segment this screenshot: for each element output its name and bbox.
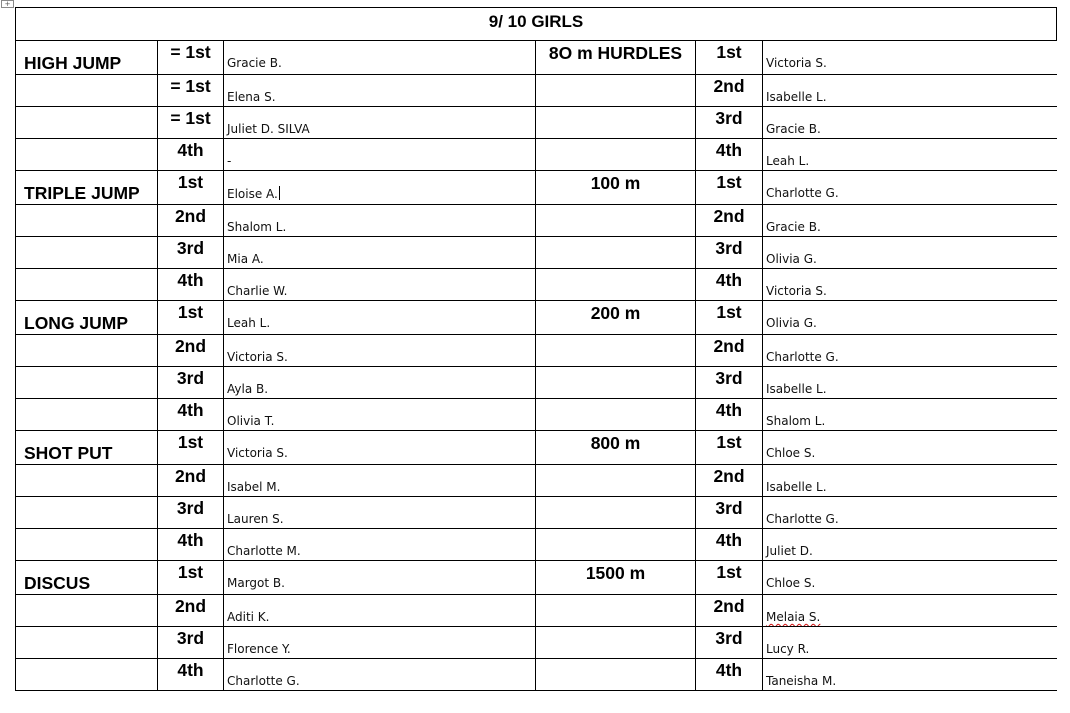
athlete-name: Charlotte G. [766, 186, 839, 200]
table-row [16, 627, 1057, 659]
athlete-name-cell[interactable] [763, 205, 1057, 237]
athlete-name-cell[interactable] [224, 171, 536, 205]
place-label: 4th [715, 270, 743, 290]
athlete-name-cell[interactable] [763, 41, 1057, 75]
event-name-cell[interactable] [536, 107, 696, 139]
place-cell[interactable] [696, 561, 763, 595]
place-cell[interactable] [696, 399, 763, 431]
athlete-name-cell[interactable] [763, 335, 1057, 367]
table-row [16, 335, 1057, 367]
place-cell[interactable] [158, 41, 224, 75]
place-cell[interactable] [158, 561, 224, 595]
athlete-name: Lucy R. [766, 642, 810, 656]
event-name-cell[interactable] [16, 465, 158, 497]
athlete-name-cell[interactable] [763, 399, 1057, 431]
place-label: 1st [716, 172, 742, 192]
table-row [16, 205, 1057, 237]
event-name-cell[interactable] [536, 269, 696, 301]
event-name-cell[interactable] [16, 561, 158, 595]
event-name-cell[interactable] [536, 497, 696, 529]
place-label: 3rd [715, 368, 743, 388]
event-name-cell[interactable] [16, 269, 158, 301]
athlete-name-cell[interactable] [763, 627, 1057, 659]
athlete-name: Victoria S. [766, 56, 827, 70]
place-cell[interactable] [158, 431, 224, 465]
event-name: 1500 m [585, 563, 646, 583]
table-row [16, 465, 1057, 497]
athlete-name-cell[interactable] [763, 561, 1057, 595]
table-row [16, 269, 1057, 301]
place-label: 2nd [174, 596, 207, 616]
place-label: 4th [177, 530, 204, 550]
event-name-cell[interactable] [16, 301, 158, 335]
place-cell[interactable] [696, 659, 763, 691]
place-label: 2nd [174, 466, 207, 486]
event-name-cell[interactable] [536, 399, 696, 431]
place-label: 1st [716, 42, 742, 62]
event-name-cell[interactable] [536, 301, 696, 335]
event-name-cell[interactable] [16, 335, 158, 367]
athlete-name-cell[interactable] [763, 269, 1057, 301]
table-row [16, 139, 1057, 171]
event-name: 8O m HURDLES [548, 43, 683, 63]
event-name-cell[interactable] [536, 561, 696, 595]
place-label: 1st [716, 432, 742, 452]
athlete-name-cell[interactable] [763, 465, 1057, 497]
place-cell[interactable] [696, 497, 763, 529]
athlete-name: Chloe S. [766, 446, 816, 460]
place-cell[interactable] [158, 107, 224, 139]
athlete-name: Eloise A. [227, 187, 278, 201]
event-name-cell[interactable] [536, 431, 696, 465]
place-cell[interactable] [158, 367, 224, 399]
event-name: TRIPLE JUMP [24, 183, 140, 203]
athlete-name-cell[interactable] [763, 301, 1057, 335]
event-name-cell[interactable] [536, 171, 696, 205]
athlete-name: Victoria S. [227, 350, 288, 364]
event-name-cell[interactable] [16, 595, 158, 627]
place-cell[interactable] [158, 237, 224, 269]
place-cell[interactable] [696, 139, 763, 171]
place-cell[interactable] [158, 465, 224, 497]
athlete-name-cell[interactable] [763, 75, 1057, 107]
athlete-name: Aditi K. [227, 610, 270, 624]
place-label: 1st [716, 302, 742, 322]
athlete-name: Chloe S. [766, 576, 816, 590]
table-row [16, 529, 1057, 561]
athlete-name-cell[interactable] [224, 41, 536, 75]
athlete-name: Mia A. [227, 252, 264, 266]
athlete-name: Isabelle L. [766, 382, 827, 396]
event-name-cell[interactable] [16, 205, 158, 237]
athlete-name-cell[interactable] [763, 529, 1057, 561]
athlete-name: Margot B. [227, 576, 285, 590]
place-cell[interactable] [696, 367, 763, 399]
athlete-name: Isabelle L. [766, 480, 827, 494]
place-label: = 1st [170, 76, 211, 96]
place-label: 4th [177, 400, 204, 420]
athlete-name: Lauren S. [227, 512, 284, 526]
event-name-cell[interactable] [536, 627, 696, 659]
athlete-name-cell[interactable] [763, 171, 1057, 205]
event-name-cell[interactable] [16, 497, 158, 529]
event-name-cell[interactable] [16, 237, 158, 269]
place-label: 3rd [715, 498, 743, 518]
athlete-name-cell[interactable] [224, 107, 536, 139]
table-row [16, 595, 1057, 627]
place-cell[interactable] [158, 529, 224, 561]
place-label: 4th [177, 660, 204, 680]
place-cell[interactable] [158, 659, 224, 691]
place-cell[interactable] [696, 237, 763, 269]
table-title[interactable]: 9/ 10 GIRLS [16, 8, 1057, 41]
place-cell[interactable] [158, 335, 224, 367]
event-name-cell[interactable] [16, 659, 158, 691]
event-name-cell[interactable] [16, 139, 158, 171]
athlete-name: Victoria S. [766, 284, 827, 298]
place-cell[interactable] [696, 529, 763, 561]
move-arrows-icon[interactable]: + [1, 0, 14, 8]
athlete-name: Taneisha M. [766, 674, 837, 688]
athlete-name: Florence Y. [227, 642, 291, 656]
table-row [16, 301, 1057, 335]
event-name-cell[interactable] [536, 335, 696, 367]
athlete-name: Juliet D. [766, 544, 813, 558]
athlete-name-cell[interactable] [224, 595, 536, 627]
place-cell[interactable] [696, 205, 763, 237]
athlete-name: Juliet D. SILVA [227, 122, 310, 136]
place-cell[interactable] [696, 627, 763, 659]
athlete-name-cell[interactable] [224, 301, 536, 335]
event-name: HIGH JUMP [24, 53, 122, 73]
place-cell[interactable] [696, 107, 763, 139]
place-cell[interactable] [158, 205, 224, 237]
athlete-name-cell[interactable] [224, 431, 536, 465]
athlete-name-cell[interactable] [224, 367, 536, 399]
athlete-name: Charlotte G. [227, 674, 300, 688]
place-label: 2nd [174, 336, 207, 356]
athlete-name-cell[interactable] [224, 399, 536, 431]
event-name: 200 m [590, 303, 641, 323]
event-name-cell[interactable] [536, 237, 696, 269]
athlete-name: Charlie W. [227, 284, 288, 298]
event-name-cell[interactable] [536, 139, 696, 171]
athlete-name-cell[interactable] [763, 431, 1057, 465]
place-label: 4th [715, 140, 743, 160]
athlete-name-cell[interactable] [763, 237, 1057, 269]
place-cell[interactable] [158, 627, 224, 659]
event-name-cell[interactable] [536, 367, 696, 399]
place-cell[interactable] [158, 497, 224, 529]
event-name-cell[interactable] [536, 595, 696, 627]
place-label: 2nd [713, 206, 745, 226]
athlete-name-cell[interactable] [224, 465, 536, 497]
table-row [16, 399, 1057, 431]
table-row [16, 107, 1057, 139]
athlete-name-cell[interactable] [224, 659, 536, 691]
athlete-name: Olivia T. [227, 414, 275, 428]
athlete-name: Shalom L. [766, 414, 826, 428]
athlete-name: Gracie B. [227, 56, 282, 70]
athlete-name-cell[interactable] [224, 561, 536, 595]
event-name-cell[interactable] [16, 367, 158, 399]
table-row [16, 497, 1057, 529]
athlete-name-misspelled: Melaia S. [766, 610, 821, 624]
event-name-cell[interactable] [16, 399, 158, 431]
table-row [16, 237, 1057, 269]
place-cell[interactable] [158, 269, 224, 301]
place-cell[interactable] [158, 75, 224, 107]
place-label: 2nd [713, 76, 745, 96]
event-name-cell[interactable] [16, 171, 158, 205]
athlete-name: Leah L. [766, 154, 810, 168]
place-cell[interactable] [696, 269, 763, 301]
place-cell[interactable] [158, 595, 224, 627]
event-name: SHOT PUT [24, 443, 113, 463]
place-cell[interactable] [696, 431, 763, 465]
athlete-name-cell[interactable] [224, 335, 536, 367]
event-name-cell[interactable] [536, 205, 696, 237]
athlete-name: Gracie B. [766, 220, 821, 234]
event-name-cell[interactable] [16, 627, 158, 659]
athlete-name-cell[interactable] [763, 139, 1057, 171]
place-label: 1st [177, 172, 204, 192]
place-cell[interactable] [696, 301, 763, 335]
event-name: 100 m [590, 173, 641, 193]
athlete-name: Gracie B. [766, 122, 821, 136]
place-label: 3rd [176, 368, 205, 388]
place-label: 3rd [715, 238, 743, 258]
place-cell[interactable] [696, 335, 763, 367]
athlete-name: Isabel M. [227, 480, 281, 494]
title-row [16, 8, 1057, 41]
results-table [15, 7, 1057, 691]
place-label: 4th [177, 140, 204, 160]
athlete-name-cell[interactable] [224, 529, 536, 561]
place-label: 3rd [176, 238, 205, 258]
place-cell[interactable] [696, 465, 763, 497]
place-label: 2nd [713, 466, 745, 486]
place-cell[interactable] [696, 41, 763, 75]
athlete-name: Charlotte G. [766, 350, 839, 364]
event-name-cell[interactable] [16, 107, 158, 139]
table-row [16, 367, 1057, 399]
place-label: 1st [716, 562, 742, 582]
event-name-cell[interactable] [536, 659, 696, 691]
place-cell[interactable] [696, 595, 763, 627]
athlete-name-cell[interactable] [224, 139, 536, 171]
event-name-cell[interactable] [536, 41, 696, 75]
athlete-name-cell[interactable] [224, 205, 536, 237]
place-label: 4th [715, 400, 743, 420]
place-label: 2nd [713, 596, 745, 616]
place-cell[interactable] [696, 75, 763, 107]
event-name-cell[interactable] [16, 75, 158, 107]
place-label: 2nd [174, 206, 207, 226]
place-cell[interactable] [158, 171, 224, 205]
athlete-name-cell[interactable] [763, 367, 1057, 399]
event-name-cell[interactable] [536, 529, 696, 561]
place-label: 2nd [713, 336, 745, 356]
table-row [16, 75, 1057, 107]
athlete-name: Ayla B. [227, 382, 269, 396]
table-row [16, 561, 1057, 595]
place-label: 4th [715, 660, 743, 680]
athlete-name-cell[interactable] [224, 75, 536, 107]
event-name-cell[interactable] [536, 75, 696, 107]
place-label: 4th [715, 530, 743, 550]
place-label: 3rd [176, 628, 205, 648]
athlete-name-cell[interactable] [763, 497, 1057, 529]
place-label: = 1st [170, 42, 211, 62]
event-name-cell[interactable] [536, 465, 696, 497]
place-label: 1st [177, 302, 204, 322]
place-cell[interactable] [158, 399, 224, 431]
place-label: = 1st [170, 108, 211, 128]
table-row [16, 171, 1057, 205]
event-name-cell[interactable] [16, 431, 158, 465]
athlete-name-cell[interactable] [763, 659, 1057, 691]
place-cell[interactable] [696, 171, 763, 205]
place-label: 3rd [176, 498, 205, 518]
place-cell[interactable] [158, 301, 224, 335]
athlete-name: Leah L. [227, 316, 271, 330]
event-name: LONG JUMP [24, 313, 129, 333]
athlete-name: Charlotte M. [227, 544, 301, 558]
athlete-name-cell[interactable] [224, 237, 536, 269]
athlete-name: Elena S. [227, 90, 276, 104]
athlete-name-cell[interactable] [763, 595, 1057, 627]
athlete-name: - [227, 154, 232, 168]
event-name: DISCUS [24, 573, 91, 593]
place-label: 1st [177, 432, 204, 452]
event-name-cell[interactable] [16, 529, 158, 561]
place-cell[interactable] [158, 139, 224, 171]
athlete-name-cell[interactable] [763, 107, 1057, 139]
athlete-name: Charlotte G. [766, 512, 839, 526]
event-name: 800 m [590, 433, 641, 453]
athlete-name-cell[interactable] [224, 497, 536, 529]
athlete-name: Shalom L. [227, 220, 287, 234]
place-label: 3rd [715, 108, 743, 128]
table-row [16, 659, 1057, 691]
table-row [16, 431, 1057, 465]
athlete-name: Olivia G. [766, 316, 817, 330]
place-label: 3rd [715, 628, 743, 648]
athlete-name-cell[interactable] [224, 627, 536, 659]
athlete-name: Isabelle L. [766, 90, 827, 104]
table-row [16, 41, 1057, 75]
place-label: 4th [177, 270, 204, 290]
athlete-name: Olivia G. [766, 252, 817, 266]
place-label: 1st [177, 562, 204, 582]
text-cursor [279, 186, 280, 200]
athlete-name: Victoria S. [227, 446, 288, 460]
event-name-cell[interactable] [16, 41, 158, 75]
athlete-name-cell[interactable] [224, 269, 536, 301]
